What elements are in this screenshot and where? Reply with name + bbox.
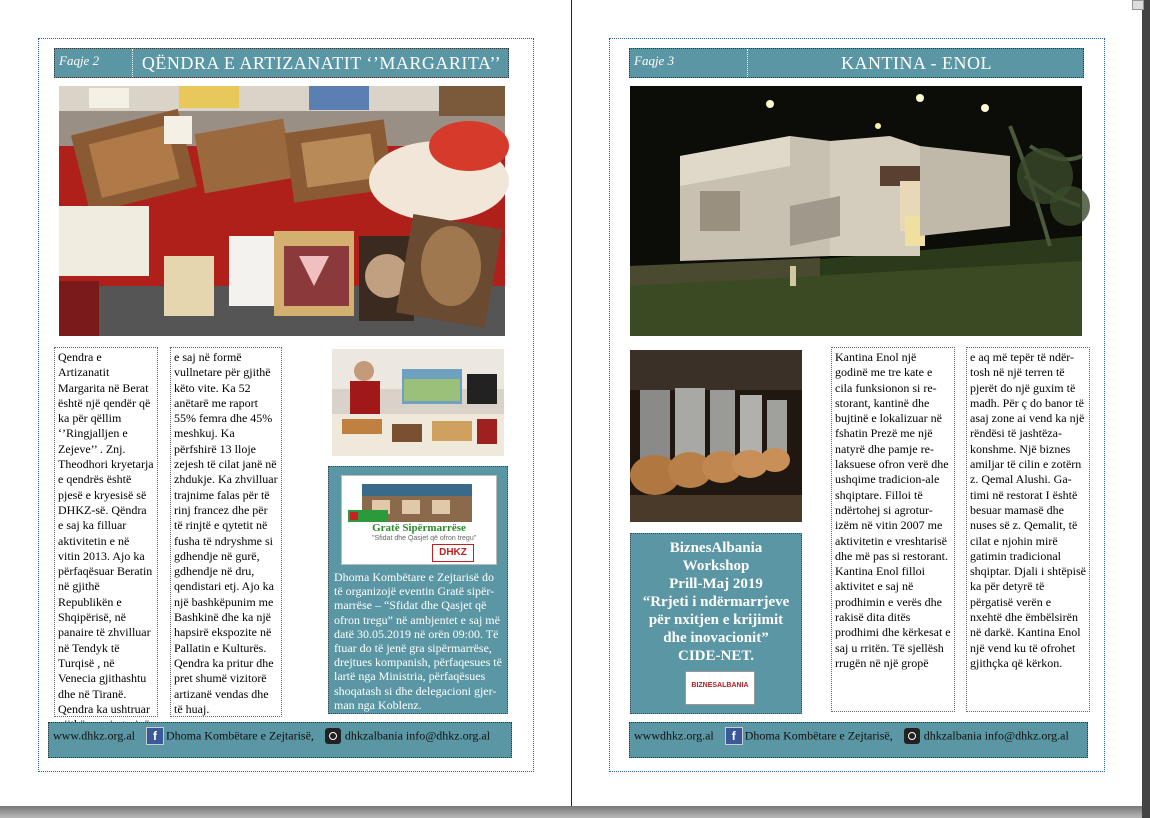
text-column-1: Qendra e Artizanatit Margarita në Berat është një qendër që ka për qëllim ‘’Ringjalljen e Zejeve’’ . Znj. Theodhori kryetarja e qendrës është pjesë e kryesisë së DHKZ-së. Qëndra e saj ka filluar aktivitetin e në vitin 2013. Ajo ka përfaqësuar Beratin në gjithë Republikën e Shqipërisë, në panaire të zhvilluar në Tendyk të Turqisë , në Venecia gjithashtu dhe në Tiranë. Qendra ka ushtruar <box>54 347 158 717</box>
footer-facebook[interactable]: Dhoma Kombëtare e Zejtarisë, <box>744 728 893 743</box>
right-header <box>629 48 1084 78</box>
wine-cellar-photo <box>630 350 802 522</box>
page-spine <box>571 0 572 806</box>
right-footer <box>629 722 1088 758</box>
event-announcement <box>328 466 508 714</box>
bottom-shadow <box>0 806 1150 818</box>
instagram-icon[interactable] <box>904 728 920 744</box>
footer-website[interactable]: www.dhkz.org.al <box>53 728 135 743</box>
text-column-2: e aq më tepër të ndër-tosh në një terren të pjerët do një guxim të madh. Për ç do banor të asaj zone ai vend ka një rëndësi të jashtëza-konshme. Një biznes amiljar të cilin e zotërn z. Qemal Alushi. Ga-timi në restorat I është besuar mamasë dhe nuses së z. Qemalit, të cilat e njohin mirë gatimin tradicional shqiptar. Djali i shtëpisë ka për detyrë të përgatisë verën e nxehtë dhe ëmbëlsirën në darkë. Kantina Enol një vend ku të ofrohet gjithçka që kërkon. <box>966 347 1090 712</box>
biznesalbania-logo <box>685 671 755 705</box>
left-footer <box>48 722 512 758</box>
facebook-icon[interactable]: f <box>725 727 743 745</box>
event-logo-title: Gratë Sipërmarrëse <box>372 522 466 534</box>
page-title: KANTINA - ENOL <box>841 53 992 73</box>
scroll-button[interactable] <box>1132 0 1144 10</box>
footer-website[interactable]: wwwdhkz.org.al <box>634 728 714 743</box>
left-header <box>54 48 509 78</box>
artisan-photo <box>332 349 504 456</box>
text-column-1: Kantina Enol një godinë me tre kate e cila funksionon si re-storant, kantinë dhe bujtinë e lokalizuar në fshatin Prezë me një natyrë dhe pamje re-laksuese ofron verë dhe ushqime tradicion-ale shqiptare. Filloi të ndërtohej si agrotur-izëm në vitin 2007 me aktivitetin e vreshtarisë dhe më pas si restorant. Kantina Enol filloi aktivitet e saj në prodhimin e verës dhe rakisë dita ditës prodhimi dhe kërkesat e saj u rritën. Të sjellësh rrugën në një gropë <box>831 347 955 712</box>
footer-facebook[interactable]: Dhoma Kombëtare e Zejtarisë, <box>165 728 314 743</box>
page-number: Faqje 3 <box>630 49 748 77</box>
kantina-night-photo <box>630 86 1082 336</box>
page-number: Faqje 2 <box>55 49 133 77</box>
right-edge <box>1142 0 1150 818</box>
footer-email[interactable]: info@dhkz.org.al <box>405 728 491 743</box>
footer-instagram[interactable]: dhkzalbania <box>344 728 403 743</box>
dhkz-logo: DHKZ <box>432 544 474 562</box>
footer-instagram[interactable]: dhkzalbania <box>923 728 982 743</box>
footer-email[interactable]: info@dhkz.org.al <box>984 728 1069 743</box>
biznesalbania-logo-text: BIZNESALBANIA <box>691 682 749 689</box>
text-column-2: e saj në formë vullnetare për gjithë këto vite. Ka 52 anëtarë me raport 55% femra dhe 45% meshkuj. Ka përfshirë 13 lloje zejesh të cilat janë në zhdukje. Ka zhvilluar trajnime falas për të rinj francez dhe për të rinjtë e qytetit në fusha të ndryshme si gdhendje në gurë, gdhendje në dru, qendistari etj. Ajo ka një bashkëpunim me Bashkinë dhe ka një hapsirë ekspozite në Pallatin e Kulturës. Qendra ka pritur dhe pret shumë vizitorë artizanë vendas dhe të huaj. <box>170 347 282 717</box>
event-text: Dhoma Kombëtare e Zejtarisë do të organizojë eventin Gratë sipër-marrëse – “Sfidat dhe Qasjet që ofron tregu” në ambjentet e saj më datë 30.05.2019 në orën 09:00. Të ftuar do të jenë gra sipërmarrëse, drejtues kompanish, përfaqesues të lartë nga Ministria, përfaqësues shoqatash si dhe delegacioni gjer-man nga Koblenz. <box>334 570 502 712</box>
page-title: QËNDRA E ARTIZANATIT ‘’MARGARITA’’ <box>141 53 502 73</box>
biznesalbania-workshop <box>630 533 802 714</box>
crafts-photo <box>59 86 505 336</box>
facebook-icon[interactable]: f <box>146 727 164 745</box>
instagram-icon[interactable] <box>325 728 341 744</box>
event-logo-subtitle: "Sfidat dhe Qasjet që ofron tregu" <box>372 535 477 542</box>
workshop-text: BiznesAlbania Workshop Prill-Maj 2019 “Rrjeti i ndërmarrjeve për nxitjen e krijimit dhe inovacionit” CIDE-NET. <box>642 540 790 664</box>
event-logo <box>341 475 497 565</box>
